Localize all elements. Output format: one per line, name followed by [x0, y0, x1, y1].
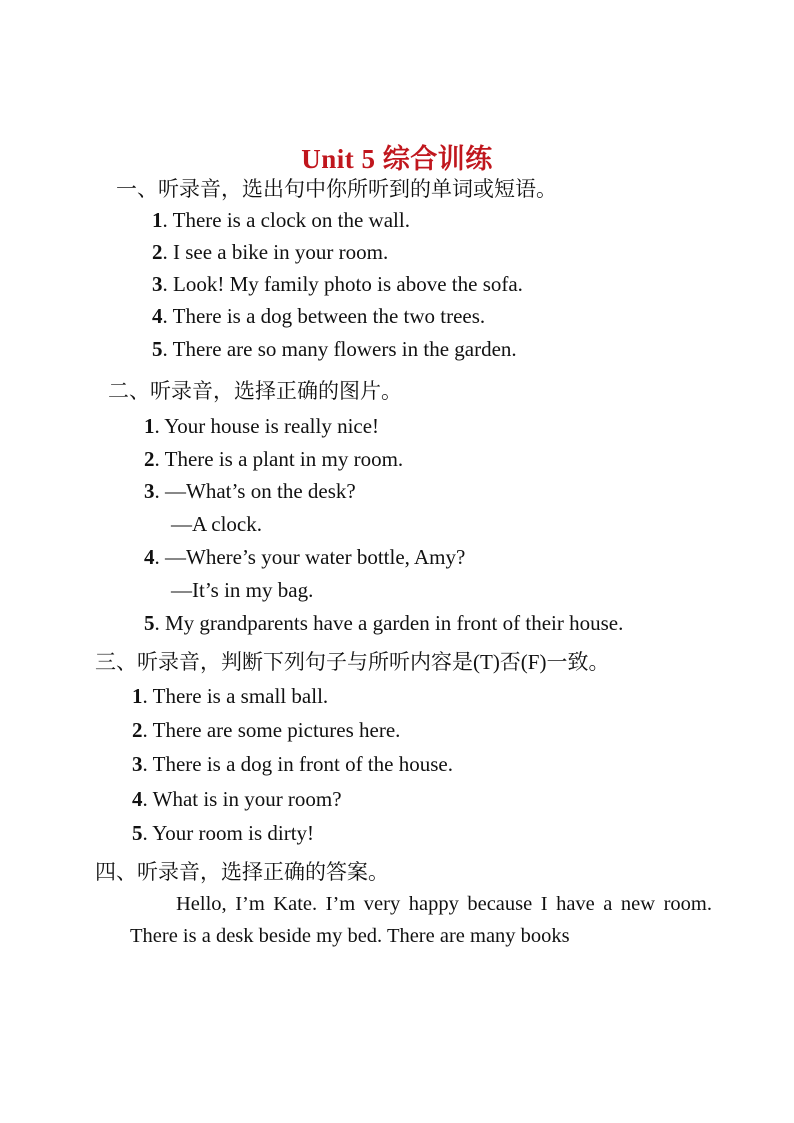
list-item — [152, 207, 410, 233]
item-text: . There is a small ball. — [142, 684, 329, 708]
list-item — [152, 303, 485, 329]
item-number: 5 — [152, 337, 163, 361]
list-item — [152, 271, 523, 297]
list-item — [144, 446, 403, 472]
section-2-heading: 二、听录音，选择正确的图片。 — [108, 379, 402, 403]
passage-paragraph: Hello, I’m Kate. I’m very happy because I have a new room. There is a desk beside my bed. There are many books — [130, 893, 712, 947]
list-item — [132, 683, 328, 709]
item-continuation: —It’s in my bag. — [171, 578, 314, 602]
item-text: . I see a bike in your room. — [162, 240, 389, 264]
item-text: . —Where’s your water bottle, Amy? — [154, 545, 466, 569]
item-text: . Your house is really nice! — [154, 414, 380, 438]
item-number: 4 — [144, 545, 155, 569]
item-number: 4 — [132, 787, 143, 811]
page-title: Unit 5 综合训练 — [301, 144, 493, 174]
item-text: . —What’s on the desk? — [154, 479, 356, 503]
item-number: 1 — [152, 208, 163, 232]
item-continuation: —A clock. — [171, 512, 262, 536]
item-text: . There are so many flowers in the garden. — [162, 337, 517, 361]
item-text: . There is a plant in my room. — [154, 447, 404, 471]
item-number: 5 — [144, 611, 155, 635]
list-item — [132, 751, 453, 777]
item-text: . There are some pictures here. — [142, 718, 401, 742]
item-number: 1 — [144, 414, 155, 438]
item-text: . What is in your room? — [142, 787, 342, 811]
item-text: . There is a clock on the wall. — [162, 208, 410, 232]
list-item — [152, 336, 517, 362]
item-number: 3 — [132, 752, 143, 776]
list-item — [144, 478, 356, 504]
section-1-heading: 一、听录音，选出句中你所听到的单词或短语。 — [116, 177, 557, 201]
section-4-heading: 四、听录音，选择正确的答案。 — [95, 860, 389, 884]
item-number: 5 — [132, 821, 143, 845]
list-item — [152, 239, 388, 265]
item-text: . My grandparents have a garden in front of their house. — [154, 611, 624, 635]
item-number: 2 — [152, 240, 163, 264]
list-item — [144, 544, 465, 570]
item-number: 1 — [132, 684, 143, 708]
item-text: . Look! My family photo is above the sofa. — [162, 272, 523, 296]
list-item — [132, 820, 314, 846]
item-number: 3 — [152, 272, 163, 296]
item-number: 4 — [152, 304, 163, 328]
item-number: 2 — [144, 447, 155, 471]
list-item — [132, 786, 342, 812]
list-item — [144, 413, 379, 439]
item-text: . Your room is dirty! — [142, 821, 315, 845]
list-item — [132, 717, 400, 743]
item-number: 2 — [132, 718, 143, 742]
item-text: . There is a dog in front of the house. — [142, 752, 453, 776]
section-3-heading: 三、听录音，判断下列句子与所听内容是(T)否(F)一致。 — [95, 650, 610, 674]
list-item — [144, 610, 623, 636]
item-text: . There is a dog between the two trees. — [162, 304, 486, 328]
item-number: 3 — [144, 479, 155, 503]
